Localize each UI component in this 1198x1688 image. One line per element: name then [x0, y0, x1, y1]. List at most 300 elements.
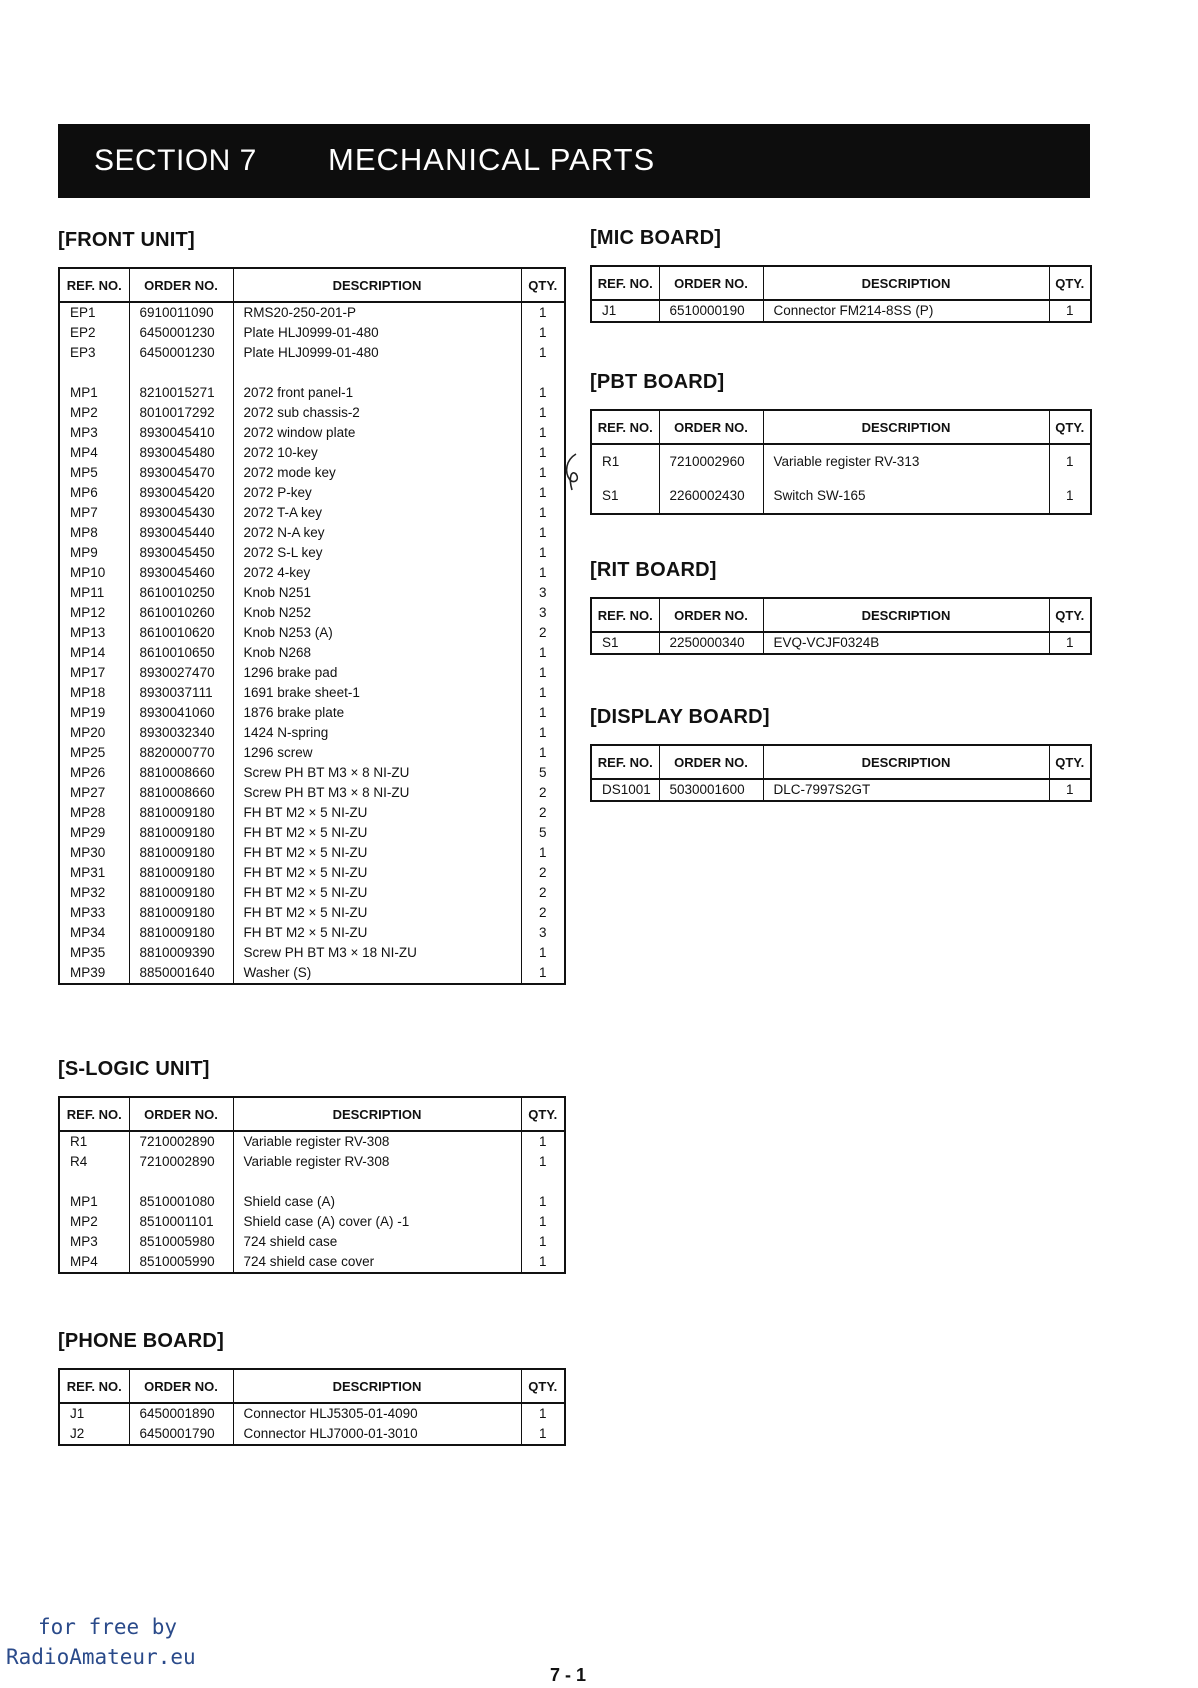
- col-desc-header: DESCRIPTION: [233, 268, 521, 302]
- table-row: [59, 1212, 565, 1232]
- description-cell: Knob N251: [233, 583, 521, 603]
- table-row: [59, 943, 565, 963]
- phone-board-block: [58, 1330, 566, 1446]
- table-row: [59, 923, 565, 943]
- rit-board-table: [590, 597, 1092, 655]
- table-row: [59, 483, 565, 503]
- order-no-cell: 8810009390: [129, 943, 233, 963]
- description-cell: Variable register RV-313: [763, 444, 1049, 479]
- table-header-row: [591, 598, 1091, 632]
- order-no-cell: 8810008660: [129, 783, 233, 803]
- table-row: [59, 823, 565, 843]
- order-no-cell: [129, 363, 233, 383]
- table-row: [59, 903, 565, 923]
- order-no-cell: 8610010650: [129, 643, 233, 663]
- table-row: [59, 803, 565, 823]
- qty-cell: 1: [1049, 779, 1091, 801]
- order-no-cell: 8930045420: [129, 483, 233, 503]
- table-row: [59, 503, 565, 523]
- description-cell: Connector HLJ7000-01-3010: [233, 1424, 521, 1445]
- order-no-cell: 8930045430: [129, 503, 233, 523]
- description-cell: Switch SW-165: [763, 479, 1049, 514]
- s-logic-unit-block: [58, 1058, 566, 1274]
- qty-cell: 1: [521, 843, 565, 863]
- description-cell: FH BT M2 × 5 NI-ZU: [233, 803, 521, 823]
- table-row: [59, 843, 565, 863]
- order-no-cell: 8810009180: [129, 843, 233, 863]
- order-no-cell: 7210002890: [129, 1152, 233, 1172]
- ref-cell: MP1: [59, 383, 129, 403]
- ref-cell: MP4: [59, 1252, 129, 1273]
- table-row: [59, 1424, 565, 1445]
- description-cell: Knob N252: [233, 603, 521, 623]
- description-cell: DLC-7997S2GT: [763, 779, 1049, 801]
- qty-cell: 1: [1049, 444, 1091, 479]
- order-no-cell: 6450001230: [129, 343, 233, 363]
- qty-cell: 1: [521, 643, 565, 663]
- qty-cell: 1: [521, 683, 565, 703]
- qty-cell: 1: [521, 703, 565, 723]
- col-qty-header: QTY.: [1049, 410, 1091, 444]
- description-cell: 2072 P-key: [233, 483, 521, 503]
- order-no-cell: 8930045480: [129, 443, 233, 463]
- table-row: [59, 343, 565, 363]
- description-cell: Screw PH BT M3 × 8 NI-ZU: [233, 783, 521, 803]
- qty-cell: 1: [521, 523, 565, 543]
- description-cell: Variable register RV-308: [233, 1152, 521, 1172]
- pbt-board-title: [PBT BOARD]: [590, 371, 725, 393]
- ref-cell: R1: [59, 1131, 129, 1152]
- table-row: [591, 632, 1091, 654]
- qty-cell: 1: [521, 563, 565, 583]
- ref-cell: MP6: [59, 483, 129, 503]
- ref-cell: R4: [59, 1152, 129, 1172]
- description-cell: Screw PH BT M3 × 18 NI-ZU: [233, 943, 521, 963]
- table-row: [591, 779, 1091, 801]
- col-qty-header: QTY.: [1049, 745, 1091, 779]
- ref-cell: MP3: [59, 423, 129, 443]
- col-order-header: ORDER NO.: [659, 266, 763, 300]
- table-row: [59, 383, 565, 403]
- order-no-cell: 8610010260: [129, 603, 233, 623]
- description-cell: FH BT M2 × 5 NI-ZU: [233, 863, 521, 883]
- qty-cell: 1: [521, 403, 565, 423]
- qty-cell: 2: [521, 883, 565, 903]
- description-cell: RMS20-250-201-P: [233, 302, 521, 323]
- col-desc-header: DESCRIPTION: [763, 745, 1049, 779]
- col-order-header: ORDER NO.: [659, 598, 763, 632]
- description-cell: 1296 brake pad: [233, 663, 521, 683]
- description-cell: 1424 N-spring: [233, 723, 521, 743]
- order-no-cell: 8930027470: [129, 663, 233, 683]
- order-no-cell: 8930032340: [129, 723, 233, 743]
- table-row: [59, 1172, 565, 1192]
- table-header-row: [591, 410, 1091, 444]
- qty-cell: 1: [521, 463, 565, 483]
- table-row: [59, 1252, 565, 1273]
- table-row: [59, 403, 565, 423]
- table-row: [59, 683, 565, 703]
- front-unit-title: [FRONT UNIT]: [58, 229, 195, 251]
- col-desc-header: DESCRIPTION: [233, 1369, 521, 1403]
- description-cell: Knob N268: [233, 643, 521, 663]
- description-cell: 2072 front panel-1: [233, 383, 521, 403]
- ref-cell: MP39: [59, 963, 129, 984]
- order-no-cell: 6450001890: [129, 1403, 233, 1424]
- col-ref-header: REF. NO.: [59, 1097, 129, 1131]
- table-row: [59, 883, 565, 903]
- order-no-cell: 8930045470: [129, 463, 233, 483]
- order-no-cell: 6450001790: [129, 1424, 233, 1445]
- qty-cell: 1: [521, 1131, 565, 1152]
- description-cell: 1296 screw: [233, 743, 521, 763]
- table-row: [59, 363, 565, 383]
- col-ref-header: REF. NO.: [59, 1369, 129, 1403]
- ref-cell: MP32: [59, 883, 129, 903]
- qty-cell: 1: [521, 443, 565, 463]
- qty-cell: 1: [521, 1212, 565, 1232]
- qty-cell: [521, 363, 565, 383]
- table-header-row: [59, 1369, 565, 1403]
- mic-board-title: [MIC BOARD]: [590, 227, 722, 249]
- ref-cell: MP29: [59, 823, 129, 843]
- order-no-cell: 8930037111: [129, 683, 233, 703]
- ref-cell: MP30: [59, 843, 129, 863]
- table-row: [59, 463, 565, 483]
- table-row: [59, 583, 565, 603]
- description-cell: 2072 T-A key: [233, 503, 521, 523]
- footer-site: RadioAmateur.eu: [6, 1645, 196, 1669]
- col-order-header: ORDER NO.: [659, 410, 763, 444]
- description-cell: [233, 1172, 521, 1192]
- ref-cell: MP25: [59, 743, 129, 763]
- order-no-cell: 8010017292: [129, 403, 233, 423]
- qty-cell: 1: [521, 503, 565, 523]
- ref-cell: MP17: [59, 663, 129, 683]
- qty-cell: 2: [521, 863, 565, 883]
- description-cell: [233, 363, 521, 383]
- table-row: [59, 623, 565, 643]
- mic-board-table: [590, 265, 1092, 323]
- description-cell: 1691 brake sheet-1: [233, 683, 521, 703]
- phone-board-title: [PHONE BOARD]: [58, 1330, 224, 1352]
- order-no-cell: 8810008660: [129, 763, 233, 783]
- qty-cell: 2: [521, 623, 565, 643]
- ref-cell: MP27: [59, 783, 129, 803]
- qty-cell: 1: [1049, 479, 1091, 514]
- order-no-cell: 8930041060: [129, 703, 233, 723]
- col-desc-header: DESCRIPTION: [233, 1097, 521, 1131]
- section-title: MECHANICAL PARTS: [328, 142, 656, 177]
- qty-cell: 1: [521, 543, 565, 563]
- qty-cell: 1: [521, 423, 565, 443]
- qty-cell: 1: [521, 1252, 565, 1273]
- col-ref-header: REF. NO.: [591, 598, 659, 632]
- col-ref-header: REF. NO.: [591, 266, 659, 300]
- qty-cell: 1: [521, 1403, 565, 1424]
- ref-cell: [59, 363, 129, 383]
- col-order-header: ORDER NO.: [659, 745, 763, 779]
- order-no-cell: 8850001640: [129, 963, 233, 984]
- s-logic-unit-title: [S-LOGIC UNIT]: [58, 1058, 210, 1080]
- description-cell: 2072 mode key: [233, 463, 521, 483]
- qty-cell: 1: [521, 963, 565, 984]
- table-row: [59, 703, 565, 723]
- order-no-cell: 8610010620: [129, 623, 233, 643]
- qty-cell: 1: [1049, 632, 1091, 654]
- table-row: [59, 863, 565, 883]
- description-cell: FH BT M2 × 5 NI-ZU: [233, 823, 521, 843]
- table-header-row: [59, 1097, 565, 1131]
- display-board-block: [590, 706, 1092, 802]
- table-row: [59, 663, 565, 683]
- table-row: [59, 443, 565, 463]
- table-row: [59, 763, 565, 783]
- description-cell: 1876 brake plate: [233, 703, 521, 723]
- table-row: [59, 603, 565, 623]
- order-no-cell: 8930045410: [129, 423, 233, 443]
- pbt-board-table: [590, 409, 1092, 515]
- order-no-cell: 8810009180: [129, 903, 233, 923]
- col-desc-header: DESCRIPTION: [763, 410, 1049, 444]
- col-qty-header: QTY.: [1049, 266, 1091, 300]
- ref-cell: MP28: [59, 803, 129, 823]
- s-logic-unit-table: [58, 1096, 566, 1274]
- description-cell: 2072 window plate: [233, 423, 521, 443]
- qty-cell: 1: [521, 1232, 565, 1252]
- ref-cell: MP9: [59, 543, 129, 563]
- front-unit-block: [58, 229, 566, 985]
- order-no-cell: [129, 1172, 233, 1192]
- phone-board-table: [58, 1368, 566, 1446]
- qty-cell: 5: [521, 763, 565, 783]
- qty-cell: 2: [521, 783, 565, 803]
- table-row: [59, 1403, 565, 1424]
- col-ref-header: REF. NO.: [591, 745, 659, 779]
- order-no-cell: 8810009180: [129, 823, 233, 843]
- qty-cell: 1: [521, 723, 565, 743]
- order-no-cell: 7210002960: [659, 444, 763, 479]
- table-row: [59, 1192, 565, 1212]
- qty-cell: 3: [521, 923, 565, 943]
- order-no-cell: 8510001101: [129, 1212, 233, 1232]
- description-cell: Shield case (A): [233, 1192, 521, 1212]
- ref-cell: MP2: [59, 1212, 129, 1232]
- table-row: [59, 1232, 565, 1252]
- qty-cell: 2: [521, 903, 565, 923]
- qty-cell: [521, 1172, 565, 1192]
- description-cell: Knob N253 (A): [233, 623, 521, 643]
- ref-cell: [59, 1172, 129, 1192]
- table-row: [59, 563, 565, 583]
- qty-cell: 1: [1049, 300, 1091, 322]
- table-row: [59, 743, 565, 763]
- order-no-cell: 8210015271: [129, 383, 233, 403]
- qty-cell: 1: [521, 663, 565, 683]
- order-no-cell: 8610010250: [129, 583, 233, 603]
- order-no-cell: 8820000770: [129, 743, 233, 763]
- table-row: [591, 479, 1091, 514]
- qty-cell: 3: [521, 583, 565, 603]
- description-cell: Shield case (A) cover (A) -1: [233, 1212, 521, 1232]
- description-cell: 2072 S-L key: [233, 543, 521, 563]
- order-no-cell: 8510005980: [129, 1232, 233, 1252]
- col-order-header: ORDER NO.: [129, 268, 233, 302]
- ref-cell: MP34: [59, 923, 129, 943]
- qty-cell: 1: [521, 943, 565, 963]
- description-cell: 2072 N-A key: [233, 523, 521, 543]
- table-row: [59, 543, 565, 563]
- col-desc-header: DESCRIPTION: [763, 598, 1049, 632]
- order-no-cell: 8810009180: [129, 863, 233, 883]
- table-row: [59, 1152, 565, 1172]
- col-order-header: ORDER NO.: [129, 1369, 233, 1403]
- col-order-header: ORDER NO.: [129, 1097, 233, 1131]
- order-no-cell: 8930045450: [129, 543, 233, 563]
- ref-cell: MP3: [59, 1232, 129, 1252]
- order-no-cell: 6910011090: [129, 302, 233, 323]
- ref-cell: MP31: [59, 863, 129, 883]
- description-cell: Variable register RV-308: [233, 1131, 521, 1152]
- col-ref-header: REF. NO.: [59, 268, 129, 302]
- table-header-row: [59, 268, 565, 302]
- description-cell: EVQ-VCJF0324B: [763, 632, 1049, 654]
- qty-cell: 5: [521, 823, 565, 843]
- page-number: 7 - 1: [550, 1665, 587, 1685]
- order-no-cell: 2260002430: [659, 479, 763, 514]
- table-row: [59, 643, 565, 663]
- ref-cell: J2: [59, 1424, 129, 1445]
- display-board-table: [590, 744, 1092, 802]
- ref-cell: MP12: [59, 603, 129, 623]
- ref-cell: MP8: [59, 523, 129, 543]
- qty-cell: 1: [521, 302, 565, 323]
- table-header-row: [591, 745, 1091, 779]
- qty-cell: 1: [521, 743, 565, 763]
- description-cell: 724 shield case cover: [233, 1252, 521, 1273]
- order-no-cell: 8510001080: [129, 1192, 233, 1212]
- ref-cell: EP2: [59, 323, 129, 343]
- ref-cell: MP19: [59, 703, 129, 723]
- section-number: SECTION 7: [94, 144, 257, 177]
- ref-cell: MP35: [59, 943, 129, 963]
- description-cell: FH BT M2 × 5 NI-ZU: [233, 903, 521, 923]
- description-cell: Washer (S): [233, 963, 521, 984]
- ref-cell: EP1: [59, 302, 129, 323]
- ref-cell: MP1: [59, 1192, 129, 1212]
- handwritten-bracket-mark: [562, 450, 584, 494]
- col-qty-header: QTY.: [521, 268, 565, 302]
- order-no-cell: 8810009180: [129, 883, 233, 903]
- order-no-cell: 8510005990: [129, 1252, 233, 1273]
- order-no-cell: 8930045460: [129, 563, 233, 583]
- rit-board-block: [590, 559, 1092, 655]
- description-cell: FH BT M2 × 5 NI-ZU: [233, 843, 521, 863]
- ref-cell: MP5: [59, 463, 129, 483]
- col-qty-header: QTY.: [521, 1369, 565, 1403]
- ref-cell: DS1001: [591, 779, 659, 801]
- description-cell: Connector FM214-8SS (P): [763, 300, 1049, 322]
- display-board-title: [DISPLAY BOARD]: [590, 706, 770, 728]
- table-row: [59, 723, 565, 743]
- qty-cell: 1: [521, 1424, 565, 1445]
- table-row: [59, 302, 565, 323]
- ref-cell: MP26: [59, 763, 129, 783]
- description-cell: FH BT M2 × 5 NI-ZU: [233, 923, 521, 943]
- table-row: [59, 523, 565, 543]
- section-banner: [58, 124, 1090, 198]
- table-row: [59, 423, 565, 443]
- table-row: [59, 323, 565, 343]
- description-cell: Plate HLJ0999-01-480: [233, 323, 521, 343]
- rit-board-title: [RIT BOARD]: [590, 559, 717, 581]
- mic-board-block: [590, 227, 1092, 323]
- col-desc-header: DESCRIPTION: [763, 266, 1049, 300]
- ref-cell: MP18: [59, 683, 129, 703]
- ref-cell: S1: [591, 479, 659, 514]
- qty-cell: 3: [521, 603, 565, 623]
- table-header-row: [591, 266, 1091, 300]
- ref-cell: S1: [591, 632, 659, 654]
- description-cell: Screw PH BT M3 × 8 NI-ZU: [233, 763, 521, 783]
- table-row: [59, 783, 565, 803]
- qty-cell: 1: [521, 323, 565, 343]
- ref-cell: MP11: [59, 583, 129, 603]
- description-cell: FH BT M2 × 5 NI-ZU: [233, 883, 521, 903]
- ref-cell: MP2: [59, 403, 129, 423]
- description-cell: 2072 4-key: [233, 563, 521, 583]
- description-cell: Plate HLJ0999-01-480: [233, 343, 521, 363]
- description-cell: 2072 10-key: [233, 443, 521, 463]
- qty-cell: 1: [521, 1192, 565, 1212]
- table-row: [591, 300, 1091, 322]
- ref-cell: MP10: [59, 563, 129, 583]
- ref-cell: MP14: [59, 643, 129, 663]
- ref-cell: R1: [591, 444, 659, 479]
- table-row: [591, 444, 1091, 479]
- description-cell: 724 shield case: [233, 1232, 521, 1252]
- ref-cell: MP7: [59, 503, 129, 523]
- order-no-cell: 7210002890: [129, 1131, 233, 1152]
- qty-cell: 2: [521, 803, 565, 823]
- col-qty-header: QTY.: [1049, 598, 1091, 632]
- ref-cell: J1: [591, 300, 659, 322]
- table-row: [59, 1131, 565, 1152]
- ref-cell: MP4: [59, 443, 129, 463]
- order-no-cell: 8810009180: [129, 803, 233, 823]
- ref-cell: MP33: [59, 903, 129, 923]
- order-no-cell: 8930045440: [129, 523, 233, 543]
- order-no-cell: 6450001230: [129, 323, 233, 343]
- qty-cell: 1: [521, 383, 565, 403]
- ref-cell: MP13: [59, 623, 129, 643]
- order-no-cell: 2250000340: [659, 632, 763, 654]
- qty-cell: 1: [521, 343, 565, 363]
- table-row: [59, 963, 565, 984]
- order-no-cell: 5030001600: [659, 779, 763, 801]
- ref-cell: MP20: [59, 723, 129, 743]
- pbt-board-block: [590, 371, 1092, 515]
- col-qty-header: QTY.: [521, 1097, 565, 1131]
- ref-cell: J1: [59, 1403, 129, 1424]
- front-unit-table: [58, 267, 566, 985]
- ref-cell: EP3: [59, 343, 129, 363]
- order-no-cell: 6510000190: [659, 300, 763, 322]
- order-no-cell: 8810009180: [129, 923, 233, 943]
- qty-cell: 1: [521, 483, 565, 503]
- qty-cell: 1: [521, 1152, 565, 1172]
- description-cell: 2072 sub chassis-2: [233, 403, 521, 423]
